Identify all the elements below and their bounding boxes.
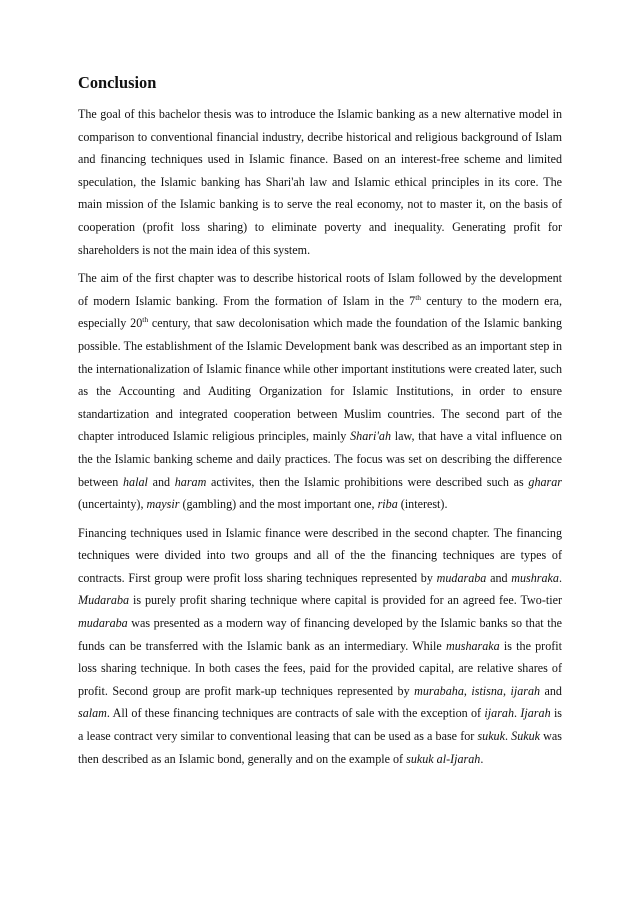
italic-term: Shari'ah	[350, 429, 392, 444]
text-run: .	[504, 729, 512, 744]
text-run: century, that saw decolonisation which made the foundation of the Islamic banking possible. The establishment of the Islamic Development bank was described as an important step in the internationalization of Islamic finance while other important institutions were created later, such as the Accounting and Auditing Organization for Islamic Institutions, in order to ensure standartization and integrated cooperation between Muslim countries. The second part of the chapter introduced Islamic religious principles, mainly	[78, 316, 562, 444]
superscript: th	[415, 292, 422, 302]
italic-term: gharar	[528, 474, 562, 489]
italic-term: salam	[78, 706, 107, 721]
italic-term: mudaraba	[436, 570, 487, 585]
italic-term: sukuk al-Ijarah	[406, 751, 481, 766]
text-run: ,	[502, 683, 511, 698]
text-run: is the profit loss sharing technique. In both cases the fees, paid for the provided capital, are relative shares of profit. Second group are profit mark-up techniques represented by	[78, 638, 563, 698]
italic-term: sukuk	[477, 729, 505, 744]
text-run: (gambling) and the most important one,	[179, 497, 378, 512]
text-run: was presented as a modern way of financing developed by the Islamic banks so that the funds can be transferred with the Islamic bank as an intermediary. While	[78, 616, 562, 653]
italic-term: ijarah	[510, 683, 541, 698]
text-run: ,	[463, 683, 472, 698]
text-run: . All of these financing techniques are contracts of sale with the exception of	[106, 706, 485, 721]
italic-term: mushraka	[511, 570, 559, 585]
paragraph-chapter-one	[78, 267, 562, 516]
document-page	[78, 72, 562, 776]
italic-term: musharaka	[445, 638, 500, 653]
text-run: and	[147, 474, 175, 489]
italic-term: maysir	[146, 497, 180, 512]
text-run: activites, then the Islamic prohibitions were described such as	[206, 474, 529, 489]
italic-term: murabaha	[414, 683, 464, 698]
text-run: and	[486, 570, 512, 585]
italic-term: halal	[123, 474, 148, 489]
italic-term: ijarah	[484, 706, 514, 721]
text-run: (uncertainty),	[78, 497, 147, 512]
italic-term: riba	[377, 497, 398, 512]
superscript: th	[142, 315, 149, 325]
italic-term: mudaraba	[78, 616, 128, 631]
italic-term: istisna	[471, 683, 503, 698]
paragraph-chapter-two	[78, 522, 562, 771]
italic-term: Mudaraba	[78, 593, 130, 608]
text-run: law, that have a vital influence on the the Islamic banking scheme and daily practices. The focus was set on describing the difference between	[78, 429, 562, 489]
text-run: is purely profit sharing technique where capital is provided for an agreed fee. Two-tier	[129, 593, 562, 608]
page-title: Conclusion	[78, 73, 157, 92]
text-run: was then described as an Islamic bond, generally and on the example of	[78, 729, 562, 766]
text-run: is a lease contract very similar to conventional leasing that can be used as a base for	[78, 706, 563, 744]
italic-term: haram	[174, 474, 207, 489]
text-run: Financing techniques used in Islamic finance were described in the second chapter. The financing techniques were divided into two groups and all of the the financing techniques are types of contracts. First group were profit loss sharing techniques represented by	[78, 525, 562, 585]
text-run: .	[514, 706, 521, 721]
text-run: .	[558, 570, 562, 585]
text-run: (interest).	[397, 497, 448, 512]
italic-term: Ijarah	[520, 706, 551, 721]
italic-term: Sukuk	[511, 729, 541, 744]
text-run: .	[480, 751, 484, 766]
text-run: century to the modern era, especially 20	[78, 293, 562, 331]
paragraph-intro: The goal of this bachelor thesis was to introduce the Islamic banking as a new alternative model in comparison to conventional financial industry, decribe historical and religious background of Islam and financing techniques used in Islamic finance. Based on an interest-free scheme and limited speculation, the Islamic banking has Shari'ah law and Islamic ethical principles in its core. The main mission of the Islamic banking is to serve the real economy, not to master it, on the basis of cooperation (profit loss sharing) to eliminate poverty and inequality. Generating profit for shareholders is not the main idea of this system.	[78, 107, 562, 257]
text-run: The aim of the first chapter was to describe historical roots of Islam followed by the development of modern Islamic banking. From the formation of Islam in the 7	[78, 271, 562, 308]
text-run: and	[540, 683, 562, 698]
